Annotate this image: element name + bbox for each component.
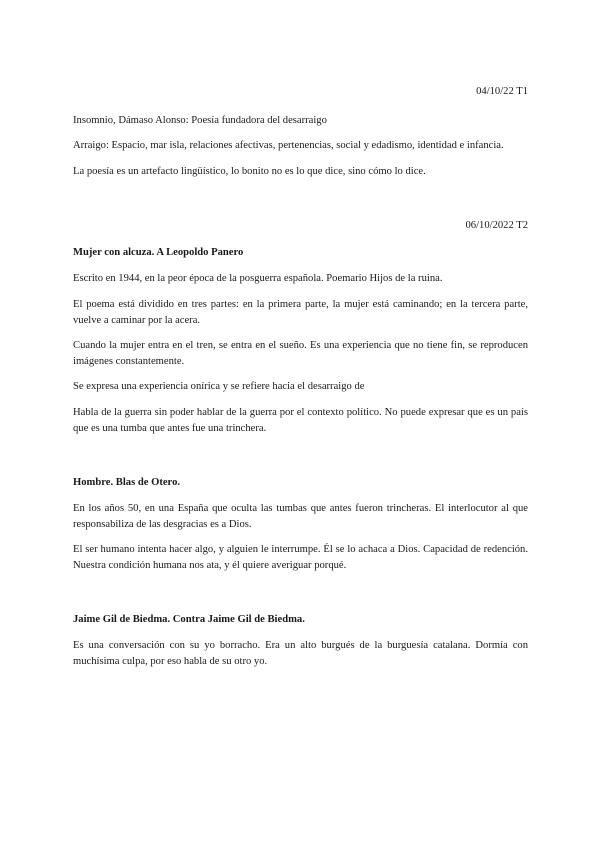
paragraph-conversacion-borracho: Es una conversación con su yo borracho. Era un alto burgués de la burguesía catalana. Dormía con muchísima culpa, por eso habla de su otro yo. [73,640,528,667]
heading-hombre-blas-de-otero: Hombre. Blas de Otero. [73,477,181,488]
paragraph-anos-50: En los años 50, en una España que oculta las tumbas que antes fueron trincheras. El interlocutor al que responsabiliza de las desgracias es a Dios. [73,503,528,530]
date-session-1: 04/10/22 T1 [476,86,528,97]
heading-jaime-gil-de-biedma: Jaime Gil de Biedma. Contra Jaime Gil de Biedma. [73,614,305,625]
paragraph-poesia-artefacto: La poesía es un artefacto lingüístico, lo bonito no es lo que dice, sino cómo lo dice. [73,166,426,177]
heading-mujer-con-alcuza: Mujer con alcuza. A Leopoldo Panero [73,247,244,258]
paragraph-arraigo: Arraigo: Espacio, mar isla, relaciones afectivas, pertenencias, social y edadismo, identidad e infancia. [73,140,504,151]
paragraph-escrito-1944: Escrito en 1944, en la peor época de la posguerra española. Poemario Hijos de la ruina. [73,273,443,284]
paragraph-poema-partes: El poema está dividido en tres partes: en la primera parte, la mujer está caminando; en la tercera parte, vuelve a caminar por la acera. [73,299,528,326]
paragraph-insomnio: Insomnio, Dámaso Alonso: Poesía fundadora del desarraigo [73,115,327,126]
paragraph-experiencia-onirica: Se expresa una experiencia onírica y se refiere hacia el desarraigo de [73,381,365,392]
paragraph-tren-sueno: Cuando la mujer entra en el tren, se entra en el sueño. Es una experiencia que no tiene fin, se reproducen imágenes constantemente. [73,340,528,367]
paragraph-ser-humano: El ser humano intenta hacer algo, y alguien le interrumpe. Él se lo achaca a Dios. Capacidad de redención. Nuestra condición humana nos ata, y él quiere averiguar porqué. [73,544,528,571]
date-session-2: 06/10/2022 T2 [465,220,528,231]
paragraph-guerra: Habla de la guerra sin poder hablar de la guerra por el contexto político. No puede expresar que es un país que es una tumba que antes fue una trinchera. [73,407,528,434]
